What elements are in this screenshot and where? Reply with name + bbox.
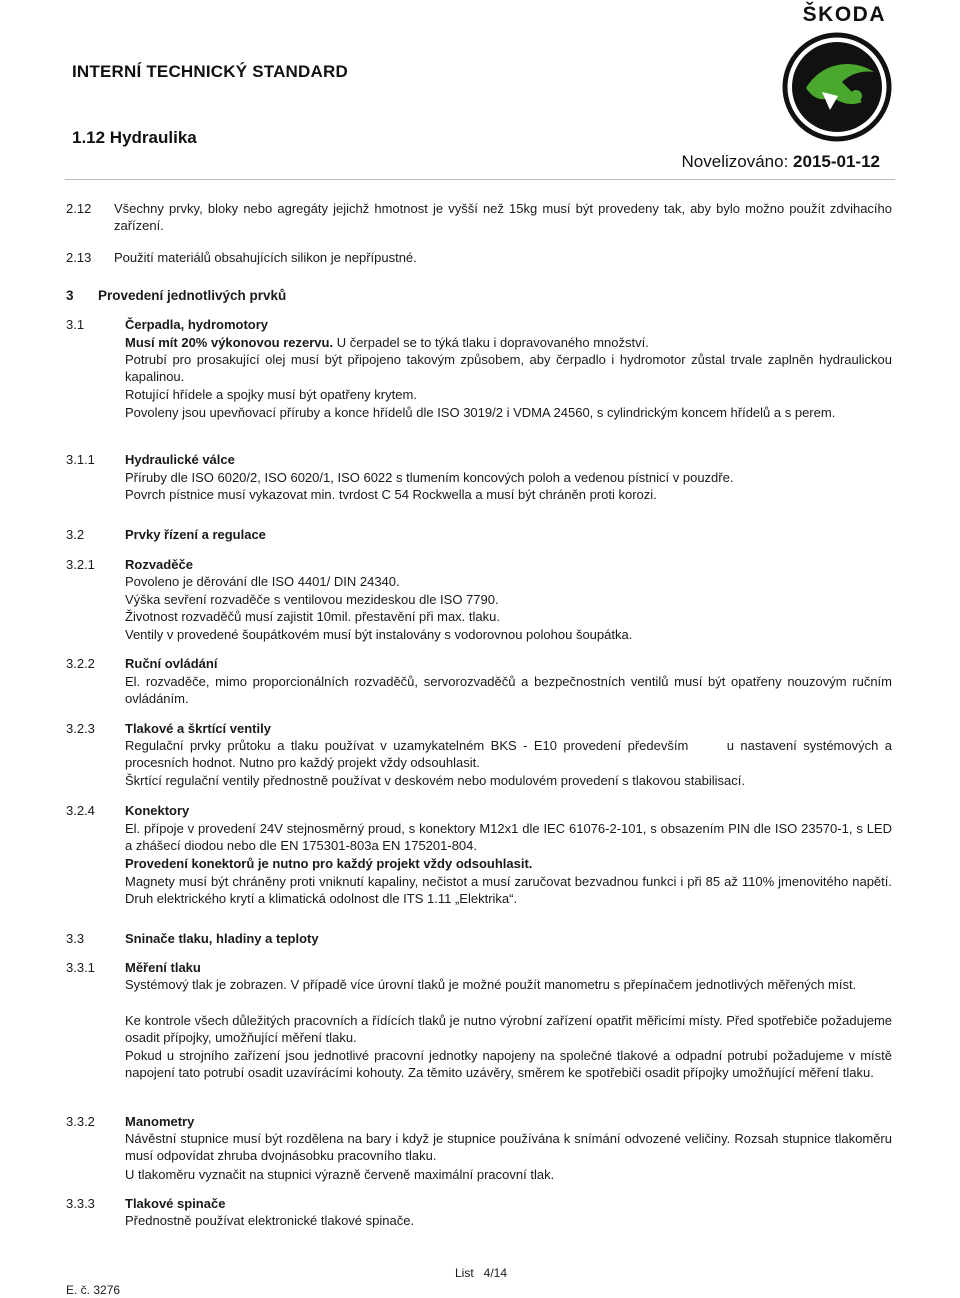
section-number: 3.3.1 xyxy=(66,960,95,975)
revision-date: 2015-01-12 xyxy=(793,152,880,171)
page-number: List 4/14 xyxy=(455,1266,508,1280)
skoda-logo-icon xyxy=(782,32,892,142)
page-title: INTERNÍ TECHNICKÝ STANDARD xyxy=(72,62,348,81)
paragraph: Životnost rozvaděčů musí zajistit 10mil. přestavění při max. tlaku. xyxy=(125,609,500,624)
paragraph: Magnety musí být chráněny proti vniknutí kapaliny, nečistot a musí zaručovat bezvadnou funkci i při 85 až 110% jmenovitého napětí. Druh elektrického krytí a klimatická odolnost dle ITS 1.11 „Elektrika“. xyxy=(125,874,892,907)
paragraph: Povrch pístnice musí vykazovat min. tvrdost C 54 Rockwella a musí být chráněn proti korozi. xyxy=(125,487,657,502)
paragraph: Rotující hřídele a spojky musí být opatřeny krytem. xyxy=(125,387,417,402)
section-number: 3.2.4 xyxy=(66,803,95,818)
brand-wordmark: ŠKODA xyxy=(802,3,886,26)
section-heading: Tlakové a škrtící ventily xyxy=(125,721,271,736)
section-number: 3.2 xyxy=(66,527,85,542)
header-divider xyxy=(65,179,895,180)
section-number: 3 xyxy=(66,288,74,303)
paragraph: Škrtící regulační ventily přednostně používat v deskovém nebo modulovém provedení s tlakovou stabilisací. xyxy=(125,773,745,788)
section-number: 3.3.3 xyxy=(66,1196,95,1211)
paragraph: Návěstní stupnice musí být rozdělena na bary i když je stupnice používána k snímání odvozené veličiny. Rozsah stupnice tlakoměru musí odpovídat zhruba dvojnásobku pracovního tlaku. xyxy=(125,1131,892,1164)
section-heading: Měření tlaku xyxy=(125,960,201,975)
section-number: 3.2.1 xyxy=(66,557,95,572)
section-heading: Tlakové spinače xyxy=(125,1196,226,1211)
paragraph: Provedení konektorů je nutno pro každý projekt vždy odsouhlasit. xyxy=(125,856,533,871)
paragraph: Povoleny jsou upevňovací příruby a konce hřídelů dle ISO 3019/2 i VDMA 24560, s cylindrickým koncem hřídelů a s perem. xyxy=(125,405,836,420)
section-heading: Provedení jednotlivých prvků xyxy=(98,288,287,303)
revision-line xyxy=(682,152,880,172)
section-heading: Prvky řízení a regulace xyxy=(125,527,266,542)
paragraph: Výška sevření rozvaděče s ventilovou mezideskou dle ISO 7790. xyxy=(125,592,499,607)
section-heading: Rozvaděče xyxy=(125,557,193,572)
section-number: 3.1 xyxy=(66,317,85,332)
document-number: E. č. 3276 xyxy=(66,1283,121,1297)
paragraph: Příruby dle ISO 6020/2, ISO 6020/1, ISO 6022 s tlumením koncových poloh a vedenou pístnicí v pouzdře. xyxy=(125,470,734,485)
paragraph: Povoleno je děrování dle ISO 4401/ DIN 24340. xyxy=(125,574,400,589)
paragraph: U tlakoměru vyznačit na stupnici výrazně červeně maximální pracovní tlak. xyxy=(125,1167,555,1182)
section-subtitle: 1.12 Hydraulika xyxy=(72,128,197,147)
section-number: 3.2.2 xyxy=(66,656,95,671)
paragraph: Všechny prvky, bloky nebo agregáty jejichž hmotnost je vyšší než 15kg musí být provedeny tak, aby bylo možno použít zdvihacího zařízení. xyxy=(114,201,892,234)
section-heading: Ruční ovládání xyxy=(125,656,218,671)
paragraph: Ke kontrole všech důležitých pracovních a řídících tlaků je nutno výrobní zařízení opatřit měřicími místy. Před spotřebiče požadujeme osadit přípojky, umožňující měření tlaku. xyxy=(125,1013,892,1046)
section-number: 3.3 xyxy=(66,931,85,946)
section-heading: Hydraulické válce xyxy=(125,452,235,467)
section-number: 3.2.3 xyxy=(66,721,95,736)
section-number: 3.3.2 xyxy=(66,1114,95,1129)
section-heading: Konektory xyxy=(125,803,190,818)
section-heading: Manometry xyxy=(125,1114,195,1129)
paragraph: Přednostně používat elektronické tlakové spinače. xyxy=(125,1213,415,1228)
section-number: 3.1.1 xyxy=(66,452,95,467)
revision-label: Novelizováno: xyxy=(681,152,789,171)
emphasis: Musí mít 20% výkonovou rezervu. xyxy=(125,335,334,350)
section-heading: Sninače tlaku, hladiny a teploty xyxy=(125,931,319,946)
paragraph: Pokud u strojního zařízení jsou jednotlivé pracovní jednotky napojeny na společné tlakové a odpadní potrubí požadujeme v místě napojení tato potrubí osadit uzavírácími kohouty. Za těmito uzávěry, směrem ke spotřebiči osadit přípojky umožňující měření tlaku. xyxy=(125,1048,892,1081)
paragraph: El. přípoje v provedení 24V stejnosměrný proud, s konektory M12x1 dle IEC 61076-2-101, s obsazením PIN dle ISO 23570-1, s LED a zhášecí diodou nebo dle EN 175301-803a EN 175201-804. xyxy=(125,821,892,854)
section-heading: Čerpadla, hydromotory xyxy=(125,317,269,332)
paragraph: Použití materiálů obsahujících silikon je nepřípustné. xyxy=(114,250,417,265)
item-number: 2.12 xyxy=(66,201,92,216)
paragraph: Systémový tlak je zobrazen. V případě více úrovní tlaků je možné použít manometru s přepínačem jednotlivých měřených míst. xyxy=(125,977,857,992)
paragraph: El. rozvaděče, mimo proporcionálních rozvaděčů, servorozvaděčů a bezpečnostních ventilů musí být opatřeny nouzovým ručním ovládáním. xyxy=(125,674,892,707)
text: U čerpadel se to týká tlaku i dopravovaného množství. xyxy=(333,335,649,350)
item-number: 2.13 xyxy=(66,250,92,265)
paragraph: Ventily v provedené šoupátkovém musí být instalovány s vodorovnou polohou šoupátka. xyxy=(125,627,633,642)
paragraph: Regulační prvky průtoku a tlaku používat v uzamykatelném BKS - E10 provedení především u nastavení systémových a procesních hodnot. Nutno pro každý projekt vždy odsouhlasit. xyxy=(125,738,896,771)
paragraph xyxy=(125,334,892,351)
paragraph: Potrubí pro prosakující olej musí být připojeno takovým způsobem, aby čerpadlo i hydromotor zůstal trvale zaplněn hydraulickou kapalinou. xyxy=(125,352,892,385)
